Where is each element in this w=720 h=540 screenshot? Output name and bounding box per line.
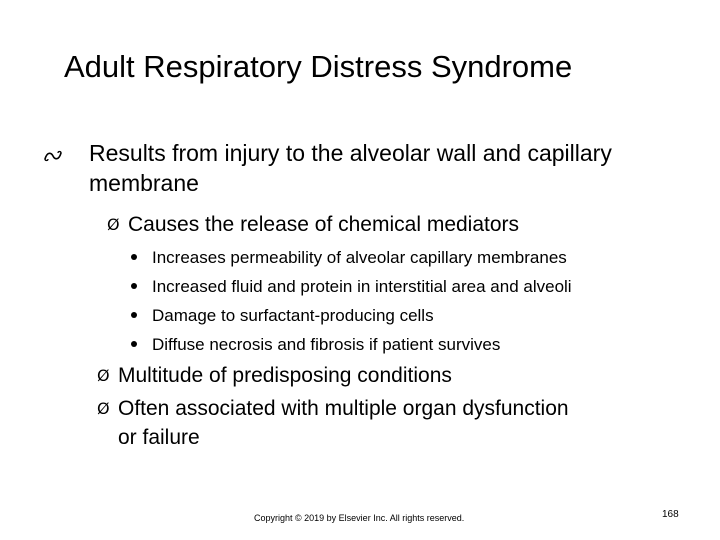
detail-bullet-text: Increased fluid and protein in interstitial area and alveoli — [152, 277, 572, 296]
arrow-bullet-marker: Ø — [97, 366, 110, 385]
sideways-s-curl-icon — [44, 150, 62, 162]
arrow-bullet-marker: Ø — [97, 399, 110, 418]
detail-bullet-text: Diffuse necrosis and fibrosis if patient survives — [152, 335, 501, 354]
detail-bullet-text: Increases permeability of alveolar capillary membranes — [152, 248, 567, 267]
page-number: 168 — [662, 509, 679, 520]
copyright-footer: Copyright © 2019 by Elsevier Inc. All rights reserved. — [254, 513, 465, 523]
dot-bullet-icon — [131, 254, 137, 260]
dot-bullet-icon — [131, 312, 137, 318]
arrow-bullet-marker: Ø — [107, 215, 120, 234]
sub-bullet-text: Often associated with multiple organ dysfunction — [118, 397, 569, 420]
dot-bullet-icon — [131, 283, 137, 289]
sub-bullet-text: Causes the release of chemical mediators — [128, 213, 520, 236]
slide-title: Adult Respiratory Distress Syndrome — [64, 49, 573, 84]
main-bullet-text: Results from injury to the alveolar wall and capillary membrane — [89, 140, 612, 196]
sub-bullet-text: Multitude of predisposing conditions — [118, 364, 452, 387]
sub-bullet-text-continued: or failure — [118, 426, 200, 449]
dot-bullet-icon — [131, 341, 137, 347]
detail-bullet-text: Damage to surfactant-producing cells — [152, 306, 434, 325]
